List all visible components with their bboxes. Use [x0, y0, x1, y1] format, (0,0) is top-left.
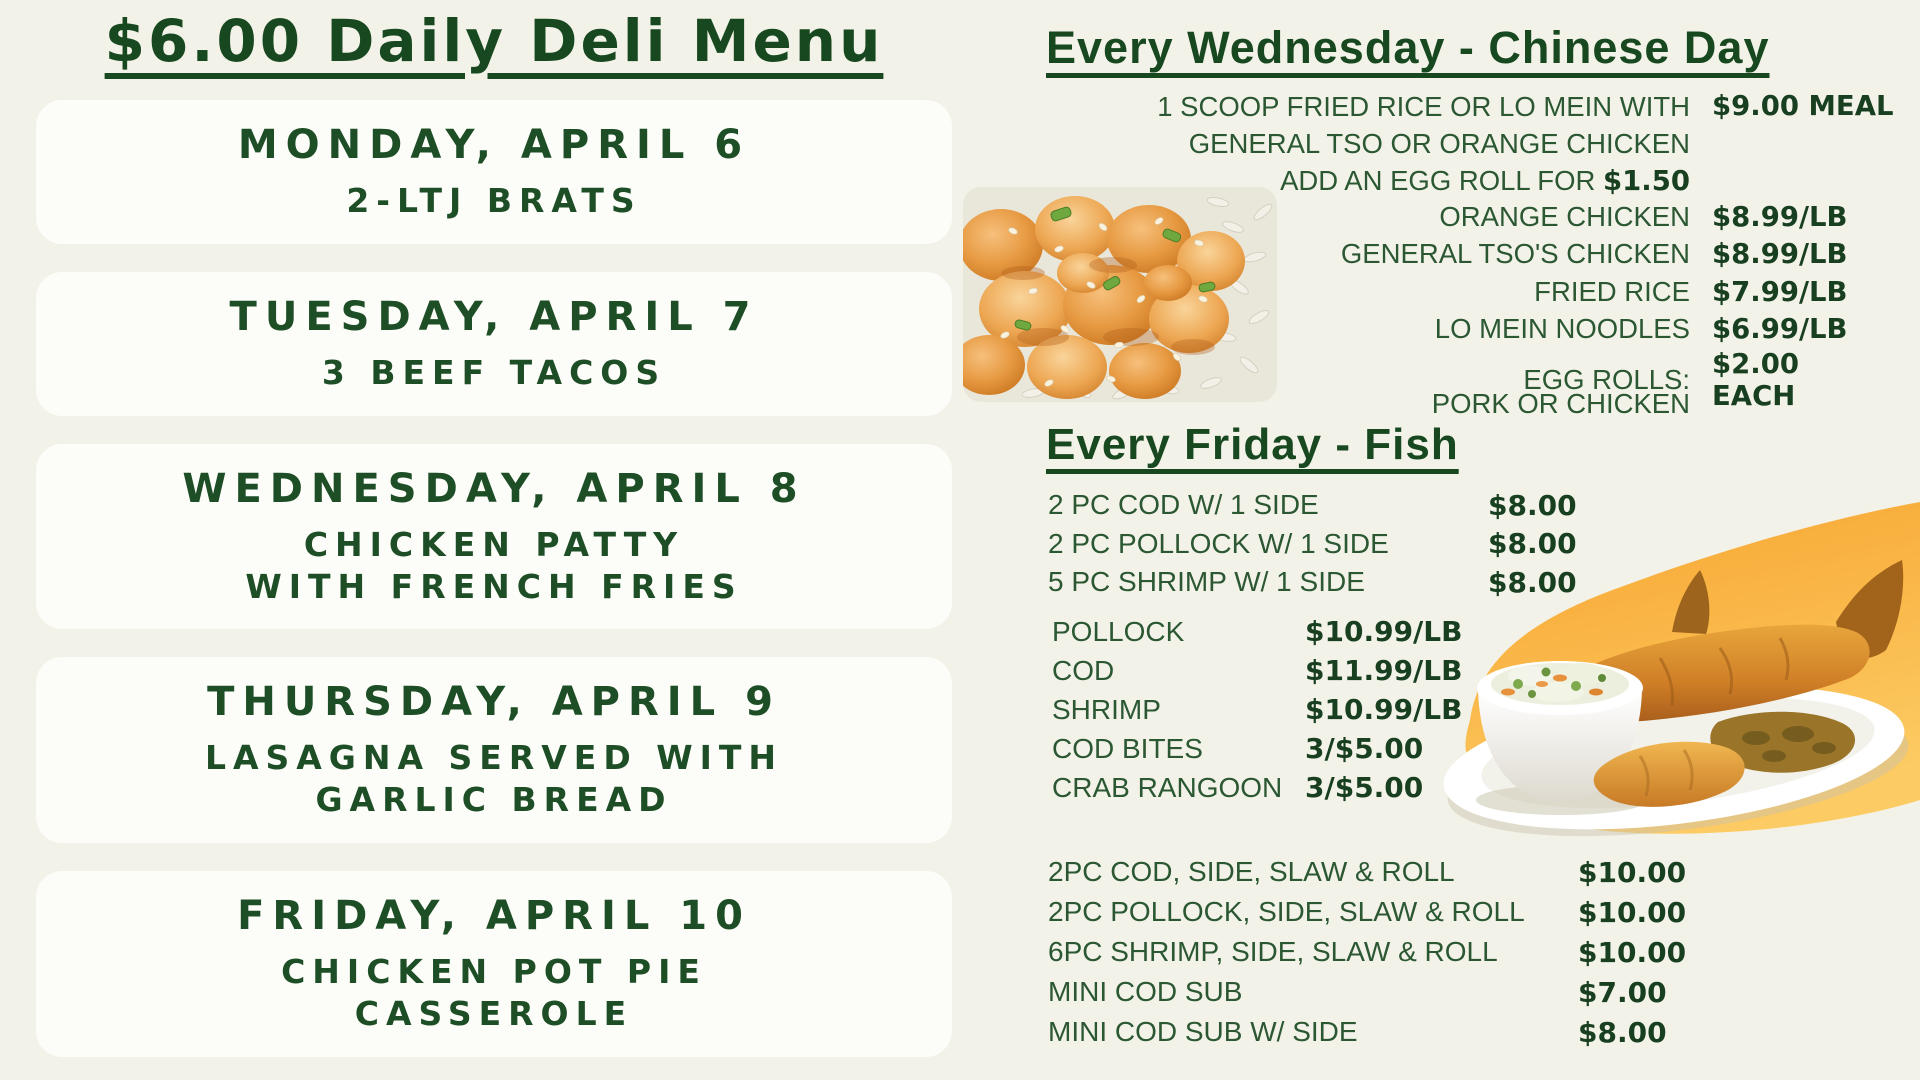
menu-row: ORANGE CHICKEN $8.99/LB [1439, 200, 1848, 233]
menu-row: 6PC SHRIMP, SIDE, SLAW & ROLL $10.00 [1048, 935, 1687, 969]
menu-row: PORK OR CHICKEN [1431, 388, 1690, 420]
deli-menu-title: $6.00 Daily Deli Menu [104, 7, 884, 75]
day-card-thursday [36, 657, 952, 843]
chinese-meal-price: $9.00 MEAL [1712, 90, 1894, 122]
day-heading: WEDNESDAY, APRIL 8 [182, 465, 806, 512]
menu-row: COD $11.99/LB [1052, 654, 1463, 687]
menu-row: 2PC COD, SIDE, SLAW & ROLL $10.00 [1048, 855, 1687, 889]
day-dish: CHICKEN POT PIE CASSEROLE [281, 952, 707, 1034]
day-heading: THURSDAY, APRIL 9 [207, 679, 781, 726]
day-heading: MONDAY, APRIL 6 [237, 121, 751, 168]
menu-row: CRAB RANGOON 3/$5.00 [1052, 771, 1424, 804]
menu-row: POLLOCK $10.99/LB [1052, 615, 1463, 648]
day-heading: FRIDAY, APRIL 10 [237, 893, 751, 940]
fish-platter-photo [1400, 470, 1920, 880]
day-heading: TUESDAY, APRIL 7 [229, 293, 759, 340]
daily-deli-section [36, 7, 952, 1080]
day-dish: 3 BEEF TACOS [321, 352, 667, 392]
chinese-day-title: Every Wednesday - Chinese Day [1046, 22, 1770, 73]
menu-row: COD BITES 3/$5.00 [1052, 732, 1424, 765]
day-card-monday [36, 100, 952, 244]
fish-friday-title: Every Friday - Fish [1046, 420, 1459, 469]
menu-row: MINI COD SUB $7.00 [1048, 975, 1667, 1009]
menu-row: EGG ROLLS: $2.00 EACH [1523, 348, 1799, 412]
day-card-tuesday [36, 272, 952, 416]
menu-row: 2 PC POLLOCK W/ 1 SIDE $8.00 [1048, 527, 1577, 561]
meal-line: ADD AN EGG ROLL FOR $1.50 [1280, 165, 1690, 197]
fish-combos-list [1048, 852, 1748, 1052]
day-dish: LASAGNA SERVED WITH GARLIC BREAD [204, 738, 784, 820]
day-dish: 2-LTJ BRATS [346, 180, 642, 220]
menu-row: LO MEIN NOODLES $6.99/LB [1434, 313, 1848, 346]
menu-row: GENERAL TSO'S CHICKEN $8.99/LB [1340, 238, 1848, 271]
day-card-wednesday [36, 444, 952, 630]
menu-row: FRIED RICE $7.99/LB [1534, 275, 1848, 308]
menu-row: 2 PC COD W/ 1 SIDE $8.00 [1048, 488, 1577, 522]
day-card-friday [36, 871, 952, 1057]
meal-line: GENERAL TSO OR ORANGE CHICKEN [1188, 128, 1690, 159]
menu-row: 2PC POLLOCK, SIDE, SLAW & ROLL $10.00 [1048, 895, 1687, 929]
menu-row: SHRIMP $10.99/LB [1052, 693, 1463, 726]
egg-roll-price: $1.50 [1603, 165, 1690, 197]
day-dish: CHICKEN PATTY WITH FRENCH FRIES [245, 524, 743, 606]
orange-chicken-photo [963, 187, 1277, 402]
menu-row: 5 PC SHRIMP W/ 1 SIDE $8.00 [1048, 565, 1577, 599]
menu-row: MINI COD SUB W/ SIDE $8.00 [1048, 1015, 1667, 1049]
chinese-meal-description [1100, 88, 1690, 200]
meal-line: 1 SCOOP FRIED RICE OR LO MEIN WITH [1157, 91, 1690, 122]
